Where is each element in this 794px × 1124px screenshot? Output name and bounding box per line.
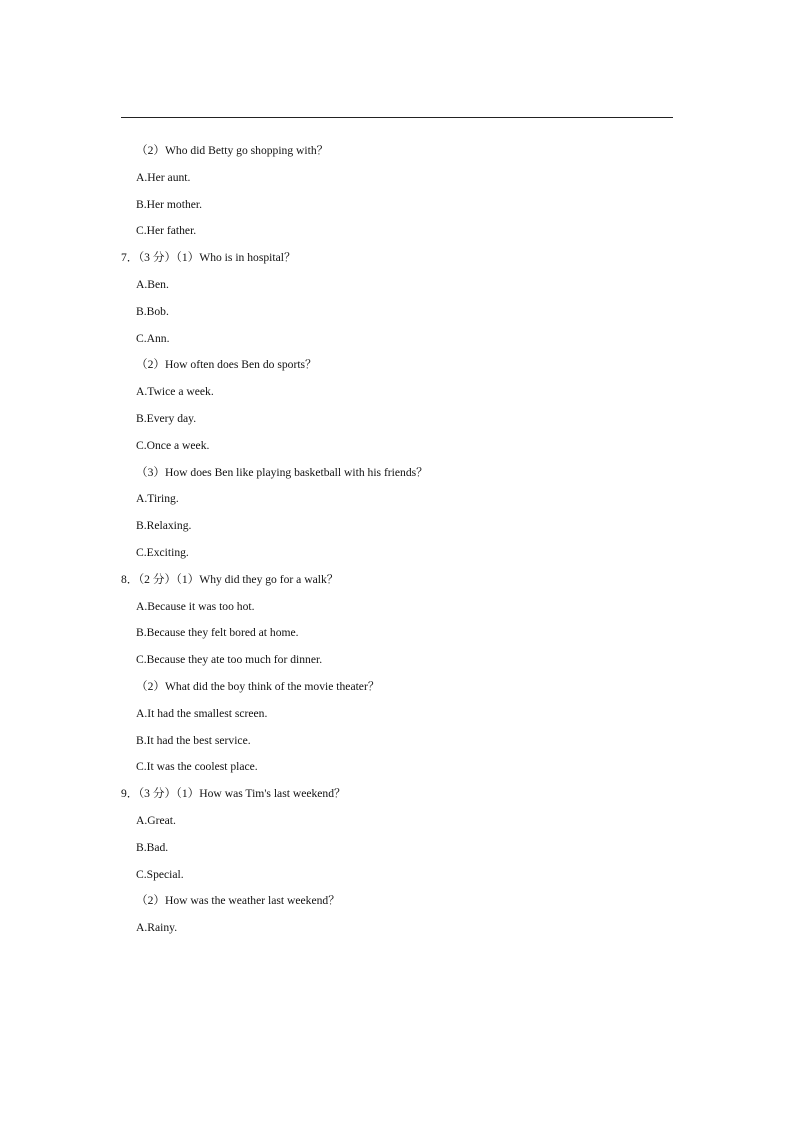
- answer-option: B.Relaxing.: [136, 519, 192, 533]
- answer-option: A.Her aunt.: [136, 170, 191, 184]
- question-heading: 9．（3 分）（1）How was Tim's last weekend？: [121, 787, 346, 801]
- answer-option: B.Because they felt bored at home.: [136, 626, 299, 640]
- header-rule: [121, 117, 673, 118]
- answer-option: C.It was the coolest place.: [136, 760, 258, 774]
- question-heading: 7．（3 分）（1）Who is in hospital？: [121, 251, 296, 265]
- answer-option: C.Once a week.: [136, 438, 210, 452]
- question-list: [121, 143, 681, 947]
- answer-option: C.Ann.: [136, 331, 170, 345]
- sub-question: （2）How often does Ben do sports？: [136, 358, 317, 372]
- answer-option: A.Great.: [136, 813, 176, 827]
- answer-option: A.Rainy.: [136, 921, 178, 935]
- answer-option: C.Special.: [136, 867, 184, 881]
- answer-option: B.Every day.: [136, 411, 197, 425]
- question-heading: 8．（2 分）（1）Why did they go for a walk？: [121, 572, 339, 586]
- sub-question: （3）How does Ben like playing basketball with his friends？: [136, 465, 428, 479]
- answer-option: B.Bad.: [136, 840, 169, 854]
- answer-option: A.Tiring.: [136, 492, 179, 506]
- answer-option: B.Bob.: [136, 304, 169, 318]
- answer-option: C.Exciting.: [136, 545, 189, 559]
- answer-option: A.Twice a week.: [136, 385, 214, 399]
- answer-option: B.It had the best service.: [136, 733, 251, 747]
- sub-question: （2）What did the boy think of the movie theater？: [136, 679, 380, 693]
- answer-option: A.It had the smallest screen.: [136, 706, 268, 720]
- sub-question: （2）How was the weather last weekend？: [136, 894, 340, 908]
- answer-option: A.Ben.: [136, 277, 169, 291]
- answer-option: C.Her father.: [136, 224, 197, 238]
- answer-option: A.Because it was too hot.: [136, 599, 255, 613]
- sub-question: （2）Who did Betty go shopping with？: [136, 144, 329, 157]
- answer-option: B.Her mother.: [136, 197, 203, 211]
- answer-option: C.Because they ate too much for dinner.: [136, 653, 323, 667]
